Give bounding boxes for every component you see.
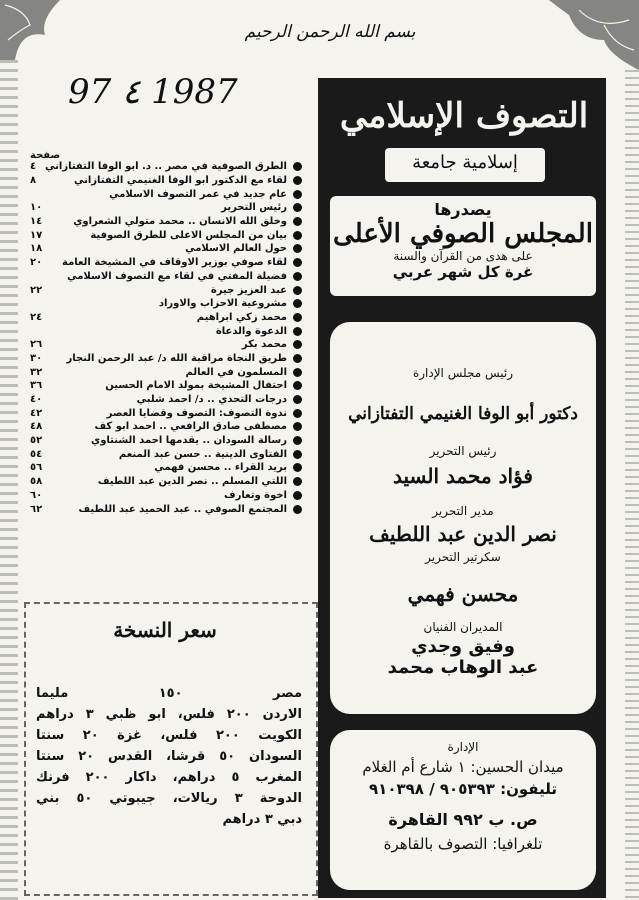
bullet-icon <box>293 381 302 390</box>
bullet-icon <box>293 368 302 377</box>
contents-item-page: ٣٠ <box>30 352 43 364</box>
contents-item <box>30 489 302 503</box>
bullet-icon <box>293 176 302 185</box>
admin-po-box: ص. ب ٩٩٢ القاهرة <box>388 810 538 829</box>
contents-item-title: عام جديد في عمر التصوف الاسلامي <box>109 188 287 200</box>
name-art-director-1: وفيق وجدي <box>411 636 515 657</box>
guidance-line: على هدى من القرآن والسنة <box>393 249 533 263</box>
price-line: الدوحة ٣ ريالات، جيبوتي ٥٠ بني <box>36 791 302 806</box>
price-lines <box>36 686 302 833</box>
role-art-directors: المديران الفنيان <box>423 620 503 634</box>
role-managing-editor: مدير التحرير <box>432 504 494 518</box>
basmala: بسم الله الرحمن الرحيم <box>244 22 416 42</box>
contents-item-title: رسالة السودان .. يقدمها احمد الشنتاوي <box>91 435 287 447</box>
role-chairman: رئيس مجلس الإدارة <box>412 366 514 380</box>
contents-item-title: فضيلة المفتي في لقاء مع التصوف الاسلامي <box>67 270 287 282</box>
name-managing-editor: نصر الدين عبد اللطيف <box>369 522 557 546</box>
bullet-icon <box>293 450 302 459</box>
contents-item-title: مشروعية الاحزاب والاوراد <box>158 298 287 310</box>
contents-item-page: ٥٨ <box>30 476 43 488</box>
role-editor-in-chief: رئيس التحرير <box>429 444 497 458</box>
name-art-director-2: عبد الوهاب محمد <box>387 657 539 678</box>
bullet-icon <box>293 313 302 322</box>
contents-item <box>30 270 302 284</box>
contents-item-page: ٢٤ <box>30 311 43 323</box>
contents-item-page: ٣٢ <box>30 366 43 378</box>
contents-item <box>30 187 302 201</box>
contents-item-page: ١٨ <box>30 243 43 255</box>
ornament-top-right <box>549 0 639 70</box>
admin-label: الإدارة <box>447 740 479 754</box>
contents-item-title: الطرق الصوفية في مصر .. د. أبو الوفا التفتازاني <box>45 161 287 173</box>
admin-phone: تليفون: ٩٠٥٣٩٣ / ٩١٠٣٩٨ <box>369 780 557 798</box>
contents-item-title: درجات التحدي .. د/ احمد شلبي <box>136 394 287 406</box>
contents-item <box>30 434 302 448</box>
role-secretary: سكرتير التحرير <box>425 550 501 564</box>
ornament-left-edge <box>0 60 18 900</box>
contents-item <box>30 242 302 256</box>
admin-telegraph: تلغرافيا: التصوف بالقاهرة <box>383 835 543 853</box>
contents-item-title: عبد العزيز جيرة <box>210 284 287 296</box>
contents-item-title: لقاء مع الدكتور أبو الوفا الغنيمي التفتازاني <box>74 175 287 187</box>
contents-item-title: احتفال المشيخة بمولد الامام الحسين <box>105 380 287 392</box>
bullet-icon <box>293 203 302 212</box>
contents-item <box>30 393 302 407</box>
staff-box <box>330 322 596 714</box>
contents-item-title: اللتي المسلم .. نصر الدين عبد اللطيف <box>97 476 287 488</box>
bullet-icon <box>293 258 302 267</box>
contents-item-title: اخوة وتعارف <box>223 489 287 501</box>
frequency-line: غرة كل شهر عربي <box>392 263 534 281</box>
publisher-name: المجلس الصوفي الأعلى <box>333 219 593 249</box>
contents-item-page: ٣٦ <box>30 380 43 392</box>
contents-item <box>30 447 302 461</box>
contents-item <box>30 311 302 325</box>
contents-item-title: رئيس التحرير <box>221 202 287 214</box>
contents-item-page: ٤٠ <box>30 394 43 406</box>
contents-item <box>30 461 302 475</box>
contents-item-title: حول العالم الاسلامي <box>185 243 287 255</box>
bullet-icon <box>293 354 302 363</box>
bullet-icon <box>293 217 302 226</box>
bullet-icon <box>293 286 302 295</box>
contents-item <box>30 297 302 311</box>
price-title: سعر النسخة <box>113 618 217 642</box>
contents-item <box>30 379 302 393</box>
bullet-icon <box>293 409 302 418</box>
contents-item-page: ٤٢ <box>30 407 43 419</box>
magazine-subtitle: إسلامية جامعة <box>412 152 518 173</box>
contents-item-title: لقاء صوفي بوزير الاوقاف في المشيخة العامة <box>62 257 287 269</box>
ornament-top-left <box>0 0 60 60</box>
contents-item <box>30 502 302 516</box>
contents-item-page: ٤ <box>30 161 37 173</box>
handwritten-note: 97 ٤ 1987 <box>68 72 238 112</box>
contents-item-page: ٢٠ <box>30 257 43 269</box>
price-line: الاردن ٢٠٠ فلس، ابو ظبي ٣ دراهم <box>36 707 302 722</box>
contents-item-title: الفتاوى الدينية .. حسن عبد المنعم <box>118 448 287 460</box>
name-editor-in-chief: فؤاد محمد السيد <box>393 464 533 488</box>
contents-item <box>30 420 302 434</box>
contents-item-title: المسلمون في العالم <box>185 366 287 378</box>
contents-item <box>30 228 302 242</box>
contents-item-page: ٦٢ <box>30 503 43 515</box>
contents-item-page: ١٤ <box>30 216 43 228</box>
bullet-icon <box>293 477 302 486</box>
price-line: مصر ١٥٠ مليما <box>36 686 302 701</box>
contents-list <box>30 160 302 516</box>
name-chairman: دكتور أبو الوفا الغنيمي التفتازاني <box>348 404 578 424</box>
contents-item <box>30 338 302 352</box>
contents-item <box>30 174 302 188</box>
ornament-right-edge <box>625 70 639 900</box>
bullet-icon <box>293 299 302 308</box>
contents-page-label: صفحة <box>30 150 61 161</box>
contents-item-page: ٢٦ <box>30 339 43 351</box>
bullet-icon <box>293 340 302 349</box>
contents-item <box>30 475 302 489</box>
magazine-title: التصوف الإسلامي <box>339 96 589 136</box>
contents-item-title: طريق النجاة مراقبة الله د/ عبد الرحمن النجار <box>66 352 287 364</box>
contents-item-page: ٤٨ <box>30 421 43 433</box>
bullet-icon <box>293 463 302 472</box>
publisher-box <box>330 196 596 296</box>
contents-item-title: المجتمع الصوفي .. عبد الحميد عبد اللطيف <box>78 503 287 515</box>
bullet-icon <box>293 272 302 281</box>
contents-item <box>30 352 302 366</box>
contents-item-title: مصطفى صادق الرافعي .. احمد ابو كف <box>94 421 287 433</box>
price-line: المغرب ٥ دراهم، داكار ٢٠٠ فرنك <box>36 770 302 785</box>
contents-item-page: ٥٤ <box>30 448 43 460</box>
price-line: دبي ٣ دراهم <box>222 812 302 827</box>
name-secretary: محسن فهمي <box>407 582 519 606</box>
contents-item-title: ندوة التصوف: التصوف وقضايا العصر <box>106 407 287 419</box>
bullet-icon <box>293 162 302 171</box>
contents-item-title: محمد زكي ابراهيم <box>196 311 287 323</box>
contents-item <box>30 324 302 338</box>
contents-item-page: ٨ <box>30 175 37 187</box>
contents-item-page: ١٠ <box>30 202 43 214</box>
contents-item-page: ٥٢ <box>30 435 43 447</box>
contents-item-title: بريد القراء .. محسن فهمي <box>154 462 287 474</box>
bullet-icon <box>293 327 302 336</box>
administration-box <box>330 730 596 890</box>
bullet-icon <box>293 491 302 500</box>
admin-address: ميدان الحسين: ١ شارع أم الغلام <box>362 758 564 776</box>
bullet-icon <box>293 436 302 445</box>
contents-item-page: ٦٠ <box>30 489 43 501</box>
price-line: السودان ٥٠ قرشا، القدس ٢٠ سنتا <box>36 749 302 764</box>
contents-item <box>30 283 302 297</box>
contents-item-page: ١٧ <box>30 229 43 241</box>
bullet-icon <box>293 231 302 240</box>
contents-item-page: ٥٦ <box>30 462 43 474</box>
publisher-label: يصدرها <box>434 200 492 219</box>
contents-item-title: وخلق الله الانسان .. محمد متولي الشعراوي <box>73 216 287 228</box>
contents-item <box>30 215 302 229</box>
contents-item <box>30 406 302 420</box>
contents-item <box>30 365 302 379</box>
contents-item <box>30 201 302 215</box>
contents-item-title: محمد بكر <box>241 339 287 351</box>
bullet-icon <box>293 190 302 199</box>
contents-item <box>30 160 302 174</box>
bullet-icon <box>293 422 302 431</box>
bullet-icon <box>293 395 302 404</box>
contents-item-title: بيان من المجلس الاعلى للطرق الصوفية <box>90 229 287 241</box>
bullet-icon <box>293 244 302 253</box>
price-line: الكويت ٢٠٠ فلس، غزة ٢٠ سنتا <box>36 728 302 743</box>
bullet-icon <box>293 505 302 514</box>
contents-item-page: ٢٢ <box>30 284 43 296</box>
contents-item <box>30 256 302 270</box>
contents-item-title: الدعوة والدعاة <box>215 325 287 337</box>
